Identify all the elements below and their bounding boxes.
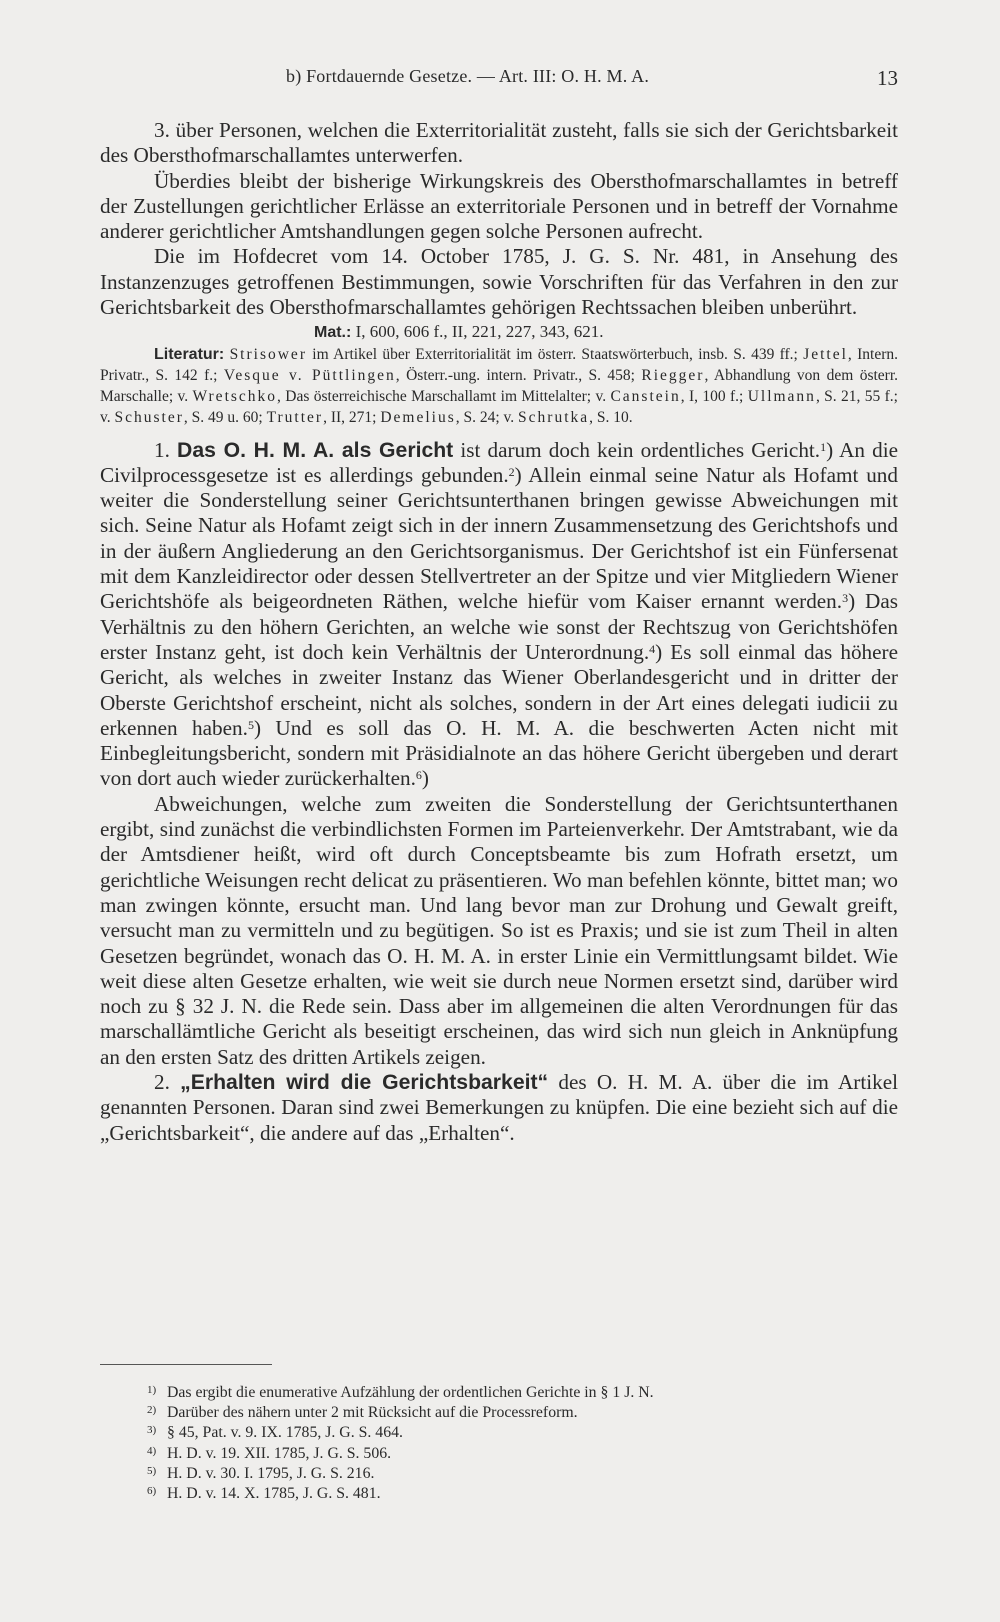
- footnote-item: [147, 1403, 887, 1423]
- footnote-mark: 6): [147, 1485, 157, 1498]
- author-name: Jettel: [803, 346, 848, 364]
- footnote-mark: 3): [147, 1424, 157, 1437]
- footnote-ref-paren: ): [826, 437, 834, 462]
- section-text: Und es soll das O. H. M. A. die beschwerten Acten nicht mit Einbegleitungsbericht, sondern mit Präsidialnote an das höhere Gericht übergeben und derart von dort auch wieder zurückerhalten.: [100, 715, 899, 791]
- paragraph-exterritorial: Überdies bleibt der bisherige Wirkungskreis des Obersthofmarschallamtes in betreff der Zustellungen gerichtlicher Erlässe an exterritoriale Personen und in betreff der Vornahme anderer gerichtlicher Amtshandlungen gegen solche Personen aufrecht.: [100, 168, 898, 244]
- literature-text: im Artikel über Exterritorialität im österr. Staatswörterbuch, insb. S. 439 ff.;: [306, 346, 804, 364]
- section-text: ist darum doch kein ordentliches Gericht.: [453, 437, 821, 462]
- footnote-mark: 5): [147, 1464, 157, 1477]
- footnote-ref-paren: ): [655, 639, 663, 664]
- footnote-text: H. D. v. 14. X. 1785, J. G. S. 481.: [167, 1485, 381, 1503]
- literature-text: , S. 10.: [589, 408, 633, 426]
- section-text: Das Verhältnis zu den höhern Gerichten, an welche wie sonst der Rechtszug von Gerichtshöfen erster Instanz geht, ist doch kein Verhältnis der Unterordnung.: [100, 589, 898, 664]
- section-2-paragraph: [100, 1070, 898, 1146]
- author-name: Ullmann: [747, 387, 816, 405]
- author-name: Demelius: [380, 408, 456, 426]
- section-number: 1.: [154, 437, 178, 462]
- literature-text: , I, 100 f.;: [680, 387, 748, 405]
- footnote-text: Darüber des nähern unter 2 mit Rücksicht auf die Processreform.: [167, 1404, 578, 1422]
- paragraph-hofdecret: Die im Hofdecret vom 14. October 1785, J. G. S. Nr. 481, in Ansehung des Instanzenzuges getroffenen Bestimmungen, sowie Vorschriften für das Verfahren in den zur Gerichtsbarkeit des Obersthofmarschallamtes gehörigen Rechtssachen bleiben unberührt.: [100, 244, 898, 320]
- footnote-ref-paren: ): [421, 766, 429, 791]
- literature-text: , Das österreichische Marschallamt im Mittelalter; v.: [277, 387, 611, 405]
- footnote-mark: 1): [147, 1384, 157, 1396]
- footnote-text: H. D. v. 19. XII. 1785, J. G. S. 506.: [167, 1444, 392, 1462]
- literature-text: , S. 49 u. 60;: [183, 408, 267, 426]
- footnote-divider: [100, 1364, 272, 1365]
- author-name: Canstein: [610, 387, 681, 405]
- footnote-item: [147, 1444, 887, 1464]
- footnote-ref: 4: [649, 641, 656, 656]
- running-title: b) Fortdauernde Gesetze. — Art. III: O. H. M. A.: [286, 66, 650, 86]
- footnote-ref-paren: ): [253, 715, 262, 740]
- literature-text: , Intern. Privatr., S. 142 f.;: [100, 346, 899, 385]
- footnote-item: [147, 1464, 887, 1484]
- footnote-mark: 2): [147, 1404, 157, 1417]
- section-heading: „Erhalten wird die Gerichtsbarkeit“: [180, 1070, 549, 1094]
- main-text: [100, 118, 898, 1146]
- page-number: 13: [877, 66, 898, 90]
- footnote-ref: 2: [508, 464, 515, 479]
- literature-text: , Österr.-ung. intern. Privatr., S. 458;: [395, 367, 642, 385]
- footnote-ref-paren: ): [848, 589, 856, 614]
- literature-text: , S. 24; v.: [455, 408, 519, 426]
- author-name: Wretschko: [192, 387, 278, 405]
- section-number: 2.: [154, 1069, 181, 1094]
- footnote-item: [147, 1484, 887, 1504]
- footnotes: [147, 1383, 887, 1504]
- footnote-ref: 6: [415, 768, 422, 783]
- section-text: des O. H. M. A. über die im Artikel genannten Personen. Daran sind zwei Bemerkungen zu knüpfen. Die eine bezieht sich auf die „Gerichtsbarkeit“, die andere auf das „Erhalten“.: [100, 1069, 898, 1145]
- footnote-ref-paren: ): [514, 462, 522, 487]
- footnote-ref: 3: [842, 591, 849, 606]
- author-name: Strisower: [229, 346, 307, 364]
- author-name: Riegger: [641, 367, 705, 385]
- materials-text: I, 600, 606 f., II, 221, 227, 343, 621.: [351, 322, 604, 342]
- author-name: Schrutka: [518, 408, 590, 426]
- footnote-ref: 5: [247, 717, 254, 732]
- footnote-text: § 45, Pat. v. 9. IX. 1785, J. G. S. 464.: [167, 1424, 403, 1442]
- section-1-paragraph: [100, 438, 898, 792]
- running-header: [100, 66, 898, 96]
- section-heading: Das O. H. M. A. als Gericht: [177, 438, 454, 462]
- footnote-item: [147, 1423, 887, 1443]
- footnote-mark: 4): [147, 1444, 157, 1457]
- footnote-ref: 1: [820, 439, 827, 454]
- literature-text: , II, 271;: [323, 408, 381, 426]
- author-name: Vesque v. Püttlingen: [223, 367, 396, 385]
- paragraph-item-3: 3. über Personen, welchen die Exterritorialität zusteht, falls sie sich der Gerichtsbarkeit des Obersthofmarschallamtes unterwerfen.: [100, 118, 898, 168]
- literature-text: , Abhandlung von dem österr. Marschalle; v.: [100, 367, 899, 405]
- footnote-text: Das ergibt die enumerative Aufzählung der ordentlichen Gerichte in § 1 J. N.: [167, 1384, 654, 1401]
- materials-reference: [100, 320, 898, 345]
- section-text: Es soll einmal das höhere Gericht, als welches in zweiter Instanz das Wiener Oberlandesgericht und in dritter der Oberste Gerichtshof erscheint, nicht als solches, sondern in der Art eines delegati iudicii zu erkennen haben.: [100, 639, 898, 740]
- section-text: An die Civilprocessgesetze ist es allerdings gebunden.: [100, 437, 899, 487]
- footnote-text: H. D. v. 30. I. 1795, J. G. S. 216.: [167, 1464, 375, 1482]
- literature-label: Literatur:: [154, 346, 225, 364]
- section-text: Allein einmal seine Natur als Hofamt und weiter die Sonderstellung seiner Gerichtsunterthanen bringen gewisse Abweichungen mit sich. Seine Natur als Hofamt zeigt sich in der innern Zusammensetzung des Gerichtshofs und in der äußern Angliederung an den Gerichtsorganismus. Der Gerichtshof ist ein Fünfersenat mit dem Kanzleidirector oder dessen Stellvertreter an der Spitze und vier Mitgliedern Wiener Gerichtshöfe als beigeordneten Räthen, welche hiefür vom Kaiser ernannt werden.: [100, 462, 898, 614]
- literature-text: , S. 21, 55 f.; v.: [100, 387, 898, 426]
- author-name: Trutter: [266, 408, 324, 426]
- footnote-item: [147, 1383, 887, 1403]
- materials-label: Mat.:: [314, 324, 352, 342]
- literature-block: [100, 345, 898, 428]
- author-name: Schuster: [114, 408, 184, 426]
- paragraph-abweichungen: Abweichungen, welche zum zweiten die Sonderstellung der Gerichtsunterthanen ergibt, sind zunächst die verbindlichsten Formen im Parteienverkehr. Der Amtstrabant, wie da der Amtsdiener heißt, wird oft durch Conceptsbeamte bis zum Hofrath ersetzt, um gerichtliche Weisungen recht delicat zu präsentieren. Wo man befehlen könnte, bittet man; wo man zwingen könnte, ersucht man. Und lang bevor man zur Drohung und Gewalt greift, versucht man zu vermitteln und zu begütigen. So ist es Praxis; und sie ist zum Theil in alten Gesetzen begründet, wonach das O. H. M. A. in erster Linie ein Vermittlungsamt bildet. Wie weit diese alten Gesetze erhalten, wie weit sie durch neue Normen ersetzt sind, darüber wird noch zu § 32 J. N. die Rede sein. Dass aber im allgemeinen die alten Verordnungen für das marschallämtliche Gericht als beseitigt erscheinen, das wird sich nun gleich in Anknüpfung an den ersten Satz des dritten Artikels zeigen.: [100, 791, 898, 1069]
